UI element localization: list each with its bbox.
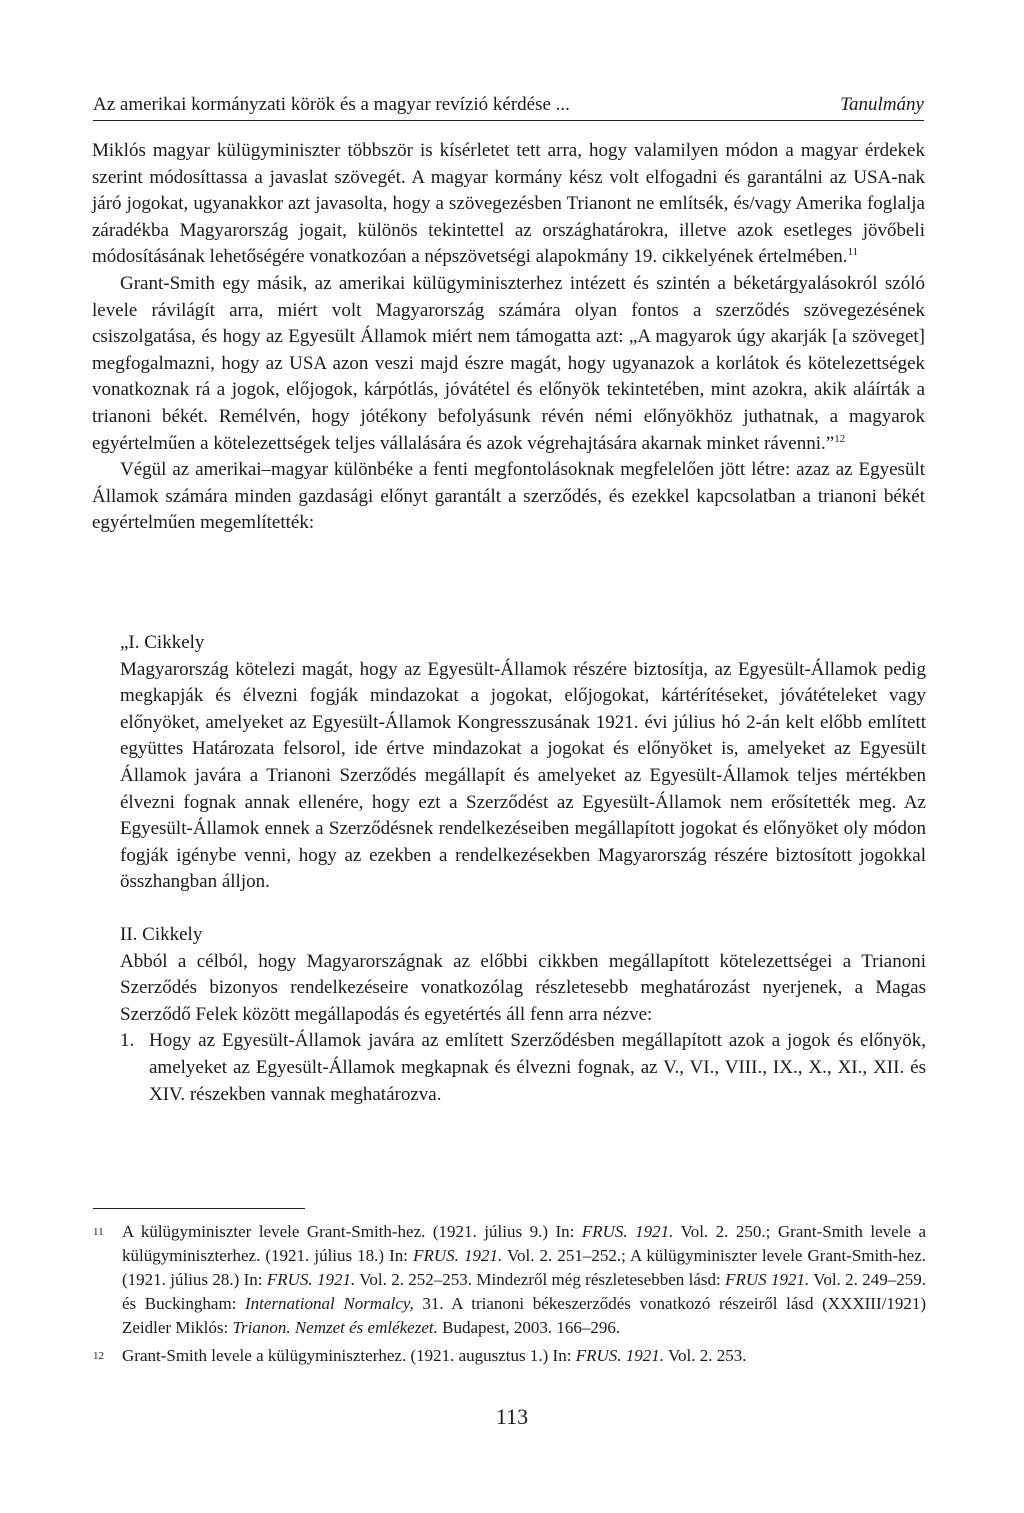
footnote-segment: Grant-Smith levele a külügyminiszterhez. (1921. augusztus 1.) In:	[122, 1346, 576, 1365]
source-title: FRUS. 1921.	[266, 1270, 356, 1289]
article-2-text: Abból a célból, hogy Magyarországnak az előbbi cikkben megállapított kötelezettségei a Trianoni Szerződés bizonyos rendelkezéseire vonatkozólag részletesebb meghatározást nyerjenek, a Magas Szerződő Felek között megállapodás és egyetértés áll fenn arra nézve:	[120, 950, 926, 1025]
article-1-text: Magyarország kötelezi magát, hogy az Egyesült-Államok részére biztosítja, az Egyesült-Államok pedig megkapják és élvezni fogják mindazokat a jogokat, előjogokat, kártérítéseket, jóvátételeket vagy előnyöket, amelyeket az Egyesült-Államok Kongresszusának 1921. évi július hó 2-án kelt előbb említett együttes Határozata felsorol, ide értve mindazokat a jogokat és előnyöket is, amelyeket az Egyesült Államok javára a Trianoni Szerződés megállapít és amelyeket az Egyesült-Államok teljes mértékben élvezni fognak annak ellenére, hogy ezt a Szerződést az Egyesült-Államok nem erősítették meg. Az Egyesült-Államok ennek a Szerződésnek rendelkezéseiben megállapított jogokat és előnyöket oly módon fogják igénybe venni, hogy az ezekben a rendelkezésekben Magyarország részére biztosított jogokkal összhangban álljon.	[120, 658, 926, 893]
list-item-number: 1.	[120, 1030, 135, 1052]
treaty-quote	[120, 630, 926, 1108]
source-title: FRUS. 1921.	[575, 1346, 664, 1365]
source-title: FRUS. 1921.	[581, 1222, 674, 1241]
running-header	[93, 92, 924, 121]
paragraph-2	[92, 271, 925, 457]
footnote-segment: Vol. 2. 252–253. Mindezről még részletesebben lásd:	[355, 1270, 726, 1289]
footnotes	[93, 1220, 926, 1368]
footnote-segment: Vol. 2. 249–259. és Buckingham:	[122, 1270, 926, 1313]
footnote-segment: Vol. 2. 253.	[664, 1346, 747, 1365]
footnote-12	[93, 1344, 926, 1368]
footnote-segment: Vol. 2. 250.; Grant-Smith levele a külügyminiszterhez. (1921. július 18.) In:	[122, 1222, 926, 1265]
header-title: Az amerikai kormányzati körök és a magyar revízió kérdése ...	[93, 94, 570, 115]
source-title: FRUS 1921.	[725, 1270, 810, 1289]
footnote-text	[122, 1344, 926, 1368]
footnote-segment: Vol. 2. 251–252.; A külügyminiszter levele Grant-Smith-hez. (1921. július 28.) In:	[122, 1246, 927, 1289]
source-title: International Normalcy,	[245, 1294, 414, 1313]
source-title: FRUS. 1921.	[413, 1246, 503, 1265]
footnote-number: 11	[93, 1226, 104, 1238]
article-2-title: II. Cikkely	[120, 923, 203, 945]
article-1-title: „I. Cikkely	[120, 632, 205, 653]
paragraph-3: Végül az amerikai–magyar különbéke a fenti megfontolásoknak megfelelően jött létre: azaz az Egyesült Államok számára minden gazdasági előnyt garantált a szerződés, és ezekkel kapcsolatban a trianoni békét egyértelműen megemlítették:	[92, 459, 925, 534]
footnote-ref-12[interactable]: 12	[834, 432, 846, 445]
page-number: 113	[495, 1404, 529, 1429]
footnote-divider	[93, 1208, 305, 1209]
header-section: Tanulmány	[840, 94, 924, 115]
footnote-number: 12	[93, 1350, 104, 1362]
paragraph-2-text: Grant-Smith egy másik, az amerikai külügyminiszterhez intézett és szintén a béketárgyalásokról szóló levele rávilágít arra, miért volt Magyarország számára olyan fontos a szerződés szövegezésének csiszolgatása, és hogy az Egyesült Államok miért nem támogatta azt: „A magyarok úgy akarják [a szöveget] megfogalmazni, hogy az USA azon veszi majd észre magát, hogy ugyanazok a korlátok és kötelezettségek vonatkoznak rá a jogok, előjogok, kárpótlás, jóvátétel és előnyök tekintetében, mint azokra, akik aláírták a trianoni békét. Remélvén, hogy jótékony befolyásunk révén némi előnyökhöz juthatnak, a magyarok egyértelműen a kötelezettségek teljes vállalására és azok végrehajtására akarnak minket rávenni.”	[92, 272, 925, 454]
main-text	[92, 138, 925, 537]
footnote-segment: 31. A trianoni békeszerződés vonatkozó részeiről lásd (XXXIII/1921) Zeidler Miklós:	[122, 1294, 926, 1337]
source-title: Trianon. Nemzet és emlékezet.	[232, 1318, 438, 1337]
list-item-text: Hogy az Egyesült-Államok javára az említett Szerződésben megállapított azok a jogok és előnyök, amelyeket az Egyesült-Államok megkapnak és élvezni fognak, az V., VI., VIII., IX., X., XI., XII. és XIV. részekben vannak meghatározva.	[149, 1030, 926, 1105]
footnote-ref-11[interactable]: 11	[847, 246, 859, 259]
footnote-text	[122, 1220, 926, 1340]
paragraph-1-text: Miklós magyar külügyminiszter többször is kísérletet tett arra, hogy valamilyen módon a magyar érdekek szerint módosíttassa a javaslat szövegét. A magyar kormány kész volt elfogadni és garantálni az USA-nak járó jogokat, ugyanakkor azt javasolta, hogy a szövegezésben Trianont ne említsék, és/vagy Amerika foglalja záradékba Magyarország jogait, különös tekintettel az országhatárokra, illetve azok esetleges jövőbeli módosításának lehetőségére vonatkozóan a népszövetségi alapokmány 19. cikkelyének értelmében.	[92, 140, 925, 268]
footnote-segment: A külügyminiszter levele Grant-Smith-hez. (1921. július 9.) In:	[122, 1222, 582, 1241]
footnote-11	[93, 1220, 926, 1340]
footnote-segment: Budapest, 2003. 166–296.	[437, 1318, 621, 1337]
paragraph-1	[92, 138, 925, 271]
list-item	[120, 1028, 926, 1108]
